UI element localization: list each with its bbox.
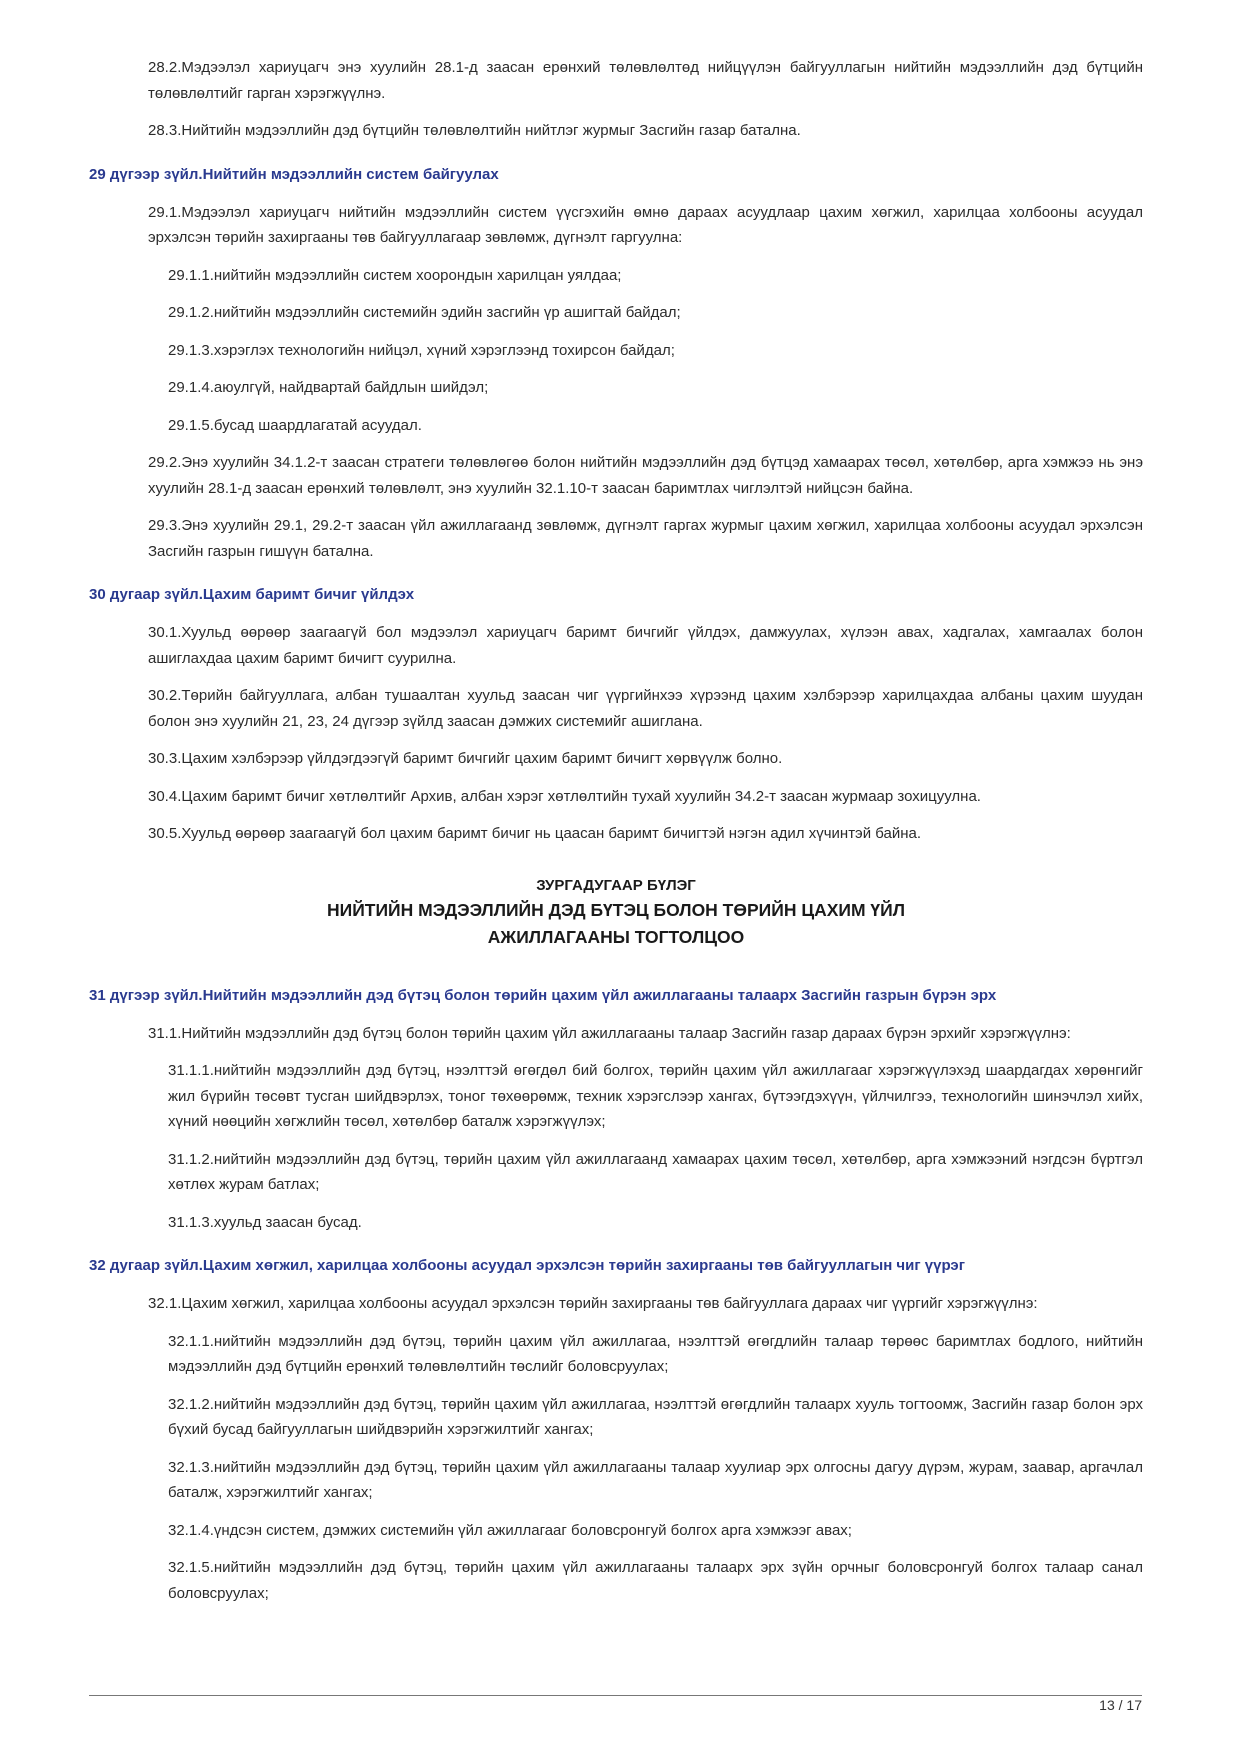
clause-paragraph: 31.1.Нийтийн мэдээллийн дэд бүтэц болон төрийн цахим үйл ажиллагааны талаар Засгийн газар дараах бүрэн эрхийг хэрэгжүүлнэ:	[148, 1024, 1071, 1042]
clause-paragraph: 28.3.Нийтийн мэдээллийн дэд бүтцийн төлөвлөлтийн нийтлэг журмыг Засгийн газар батална.	[148, 122, 801, 139]
sub-clause-paragraph: 29.1.4.аюулгүй, найдвартай байдлын шийдэл;	[168, 379, 489, 396]
sub-clause-paragraph: 31.1.3.хуульд заасан бусад.	[168, 1213, 362, 1231]
chapter-title-line-2: АЖИЛЛАГААНЫ ТОГТОЛЦОО	[487, 926, 745, 947]
sub-clause-paragraph: 32.1.1.нийтийн мэдээллийн дэд бүтэц, төрийн цахим үйл ажиллагаа, нээлттэй өгөгдлийн талаар төрөөс баримтлах бодлого, нийтийн мэдээллийн дэд бүтцийн ерөнхий төлөвлөлтийн төслийг боловсруулах;	[168, 1332, 1143, 1375]
clause-paragraph: 30.4.Цахим баримт бичиг хөтлөлтийг Архив, албан хэрэг хөтлөлтийн тухай хуулийн 34.2-т заасан журмаар зохицуулна.	[148, 787, 981, 805]
clause-paragraph: 30.3.Цахим хэлбэрээр үйлдэгдээгүй баримт бичгийг цахим баримт бичигт хөрвүүлж болно.	[148, 750, 783, 767]
sub-clause-paragraph: 32.1.2.нийтийн мэдээллийн дэд бүтэц, төрийн цахим үйл ажиллагаа, нээлттэй өгөгдлийн талаарх хууль тогтоомж, Засгийн газар болон эрх бүхий бусад байгууллагын шийдвэрийн хэрэгжилтийг хангах;	[168, 1395, 1143, 1438]
clause-paragraph: 29.2.Энэ хуулийн 34.1.2-т заасан стратеги төлөвлөгөө болон нийтийн мэдээллийн дэд бүтцэд хамаарах төсөл, хөтөлбөр, арга хэмжээ нь энэ хуулийн 28.1-д заасан ерөнхий төлөвлөлт, энэ хуулийн 32.1.10-т заасан баримтлах чиглэлтэй нийцсэн байна.	[148, 454, 1143, 497]
clause-paragraph: 30.1.Хуульд өөрөөр заагаагүй бол мэдээлэл хариуцагч баримт бичгийг үйлдэх, дамжуулах, хүлээн авах, хадгалах, хамгаалах болон ашиглахдаа цахим баримт бичигт суурилна.	[148, 624, 1143, 667]
sub-clause-paragraph: 29.1.1.нийтийн мэдээллийн систем хоорондын харилцан уялдаа;	[168, 266, 622, 284]
chapter-number: ЗУРГАДУГААР БҮЛЭГ	[536, 876, 696, 894]
clause-paragraph: 29.1.Мэдээлэл хариуцагч нийтийн мэдээллийн систем үүсгэхийн өмнө дараах асуудлаар цахим хөгжил, харилцаа холбооны асуудал эрхэлсэн төрийн захиргааны төв байгууллагаар зөвлөмж, дүгнэлт гаргуулна:	[148, 203, 1143, 246]
sub-clause-paragraph: 31.1.1.нийтийн мэдээллийн дэд бүтэц, нээлттэй өгөгдөл бий болгох, төрийн цахим үйл ажиллагааг хэрэгжүүлэхэд шаардагдах хөрөнгийг жил бүрийн төсөвт тусган шийдвэрлэх, тоног төхөөрөмж, техник хэрэгслээр хангах, бүтээгдэхүүн, үйлчилгээ, технологийн шинэчлэл хийх, хүний нөөцийн хөгжлийн төсөл, хөтөлбөр баталж хэрэгжүүлэх;	[168, 1062, 1143, 1130]
article-heading: 29 дүгээр зүйл.Нийтийн мэдээллийн систем байгуулах	[89, 165, 499, 183]
sub-clause-paragraph: 32.1.4.үндсэн систем, дэмжих системийн үйл ажиллагааг боловсронгуй болгох арга хэмжээг авах;	[168, 1521, 852, 1539]
clause-paragraph: 32.1.Цахим хөгжил, харилцаа холбооны асуудал эрхэлсэн төрийн захиргааны төв байгууллага дараах чиг үүргийг хэрэгжүүлнэ:	[148, 1295, 1038, 1312]
sub-clause-paragraph: 32.1.5.нийтийн мэдээллийн дэд бүтэц, төрийн цахим үйл ажиллагааны талаарх эрх зүйн орчныг боловсронгуй болгох талаар санал боловсруулах;	[168, 1559, 1143, 1602]
sub-clause-paragraph: 29.1.3.хэрэглэх технологийн нийцэл, хүний хэрэглээнд тохирсон байдал;	[168, 341, 675, 359]
footer-divider	[89, 1695, 1142, 1696]
clause-paragraph: 28.2.Мэдээлэл хариуцагч энэ хуулийн 28.1-д заасан ерөнхий төлөвлөлтөд нийцүүлэн байгууллагын нийтийн мэдээллийн дэд бүтцийн төлөвлөлтийг гарган хэрэгжүүлнэ.	[148, 59, 1143, 102]
clause-paragraph: 30.5.Хуульд өөрөөр заагаагүй бол цахим баримт бичиг нь цаасан баримт бичигтэй нэгэн адил хүчинтэй байна.	[148, 825, 922, 842]
sub-clause-paragraph: 31.1.2.нийтийн мэдээллийн дэд бүтэц, төрийн цахим үйл ажиллагаанд хамаарах цахим төсөл, хөтөлбөр, арга хэмжээний нэгдсэн бүртгэл хөтлөх журам батлах;	[168, 1150, 1143, 1193]
article-heading: 31 дүгээр зүйл.Нийтийн мэдээллийн дэд бүтэц болон төрийн цахим үйл ажиллагааны талаарх Засгийн газрын бүрэн эрх	[89, 986, 997, 1004]
clause-paragraph: 30.2.Төрийн байгууллага, албан тушаалтан хуульд заасан чиг үүргийнхээ хүрээнд цахим хэлбэрээр харилцахдаа албаны цахим шуудан болон энэ хуулийн 21, 23, 24 дүгээр зүйлд заасан дэмжих системийг ашиглана.	[148, 687, 1143, 730]
clause-paragraph: 29.3.Энэ хуулийн 29.1, 29.2-т заасан үйл ажиллагаанд зөвлөмж, дүгнэлт гаргах журмыг цахим хөгжил, харилцаа холбооны асуудал эрхэлсэн Засгийн газрын гишүүн батална.	[148, 517, 1143, 560]
sub-clause-paragraph: 32.1.3.нийтийн мэдээллийн дэд бүтэц, төрийн цахим үйл ажиллагааны талаар хуулиар эрх олгосны дагуу дүрэм, журам, заавар, аргачлал баталж, хэрэгжилтийг хангах;	[168, 1458, 1143, 1501]
chapter-title-line-1: НИЙТИЙН МЭДЭЭЛЛИЙН ДЭД БҮТЭЦ БОЛОН ТӨРИЙН ЦАХИМ ҮЙЛ	[326, 899, 906, 920]
chapter-title-block	[89, 875, 1143, 951]
article-heading: 32 дугаар зүйл.Цахим хөгжил, харилцаа холбооны асуудал эрхэлсэн төрийн захиргааны төв байгууллагын чиг үүрэг	[89, 1257, 965, 1274]
sub-clause-paragraph: 29.1.2.нийтийн мэдээллийн системийн эдийн засгийн үр ашигтай байдал;	[168, 304, 681, 321]
article-heading: 30 дугаар зүйл.Цахим баримт бичиг үйлдэх	[89, 586, 415, 603]
page-number: 13 / 17	[1099, 1697, 1142, 1713]
sub-clause-paragraph: 29.1.5.бусад шаардлагатай асуудал.	[168, 416, 422, 434]
document-body	[89, 55, 1143, 1618]
